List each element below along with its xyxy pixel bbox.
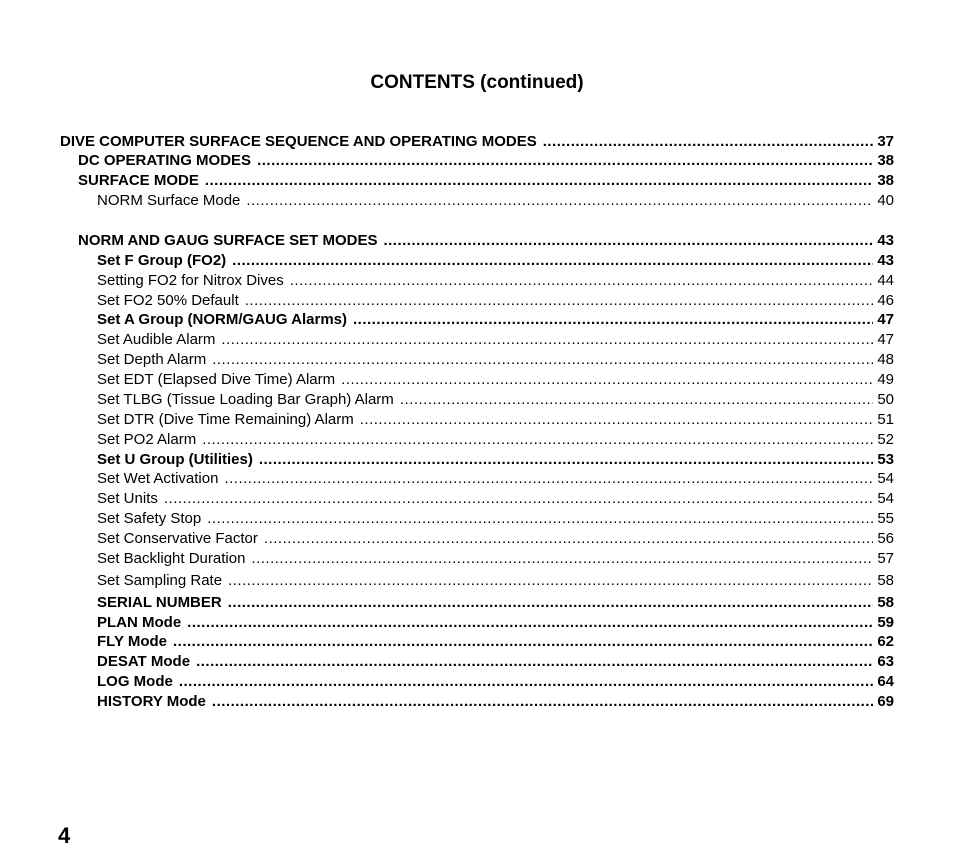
toc-entry-page: 57: [877, 550, 894, 567]
toc-leader-dots: [341, 370, 873, 390]
toc-leader-dots: [173, 632, 873, 652]
page-title: CONTENTS (continued): [370, 72, 584, 93]
toc-entry-label: Set Depth Alarm: [97, 351, 207, 368]
toc-entry[interactable]: [97, 310, 894, 330]
toc-entry-label: DESAT Mode: [97, 653, 191, 670]
toc-entry-page: 63: [877, 653, 894, 670]
toc-entry-label: Set PO2 Alarm: [97, 431, 197, 448]
toc-entry-page: 43: [877, 232, 894, 249]
toc-leader-dots: [245, 291, 874, 311]
toc-leader-dots: [202, 430, 873, 450]
toc-leader-dots: [228, 571, 873, 591]
toc-entry[interactable]: [97, 330, 894, 350]
toc-entry-page: 47: [877, 331, 894, 348]
toc-leader-dots: [221, 330, 873, 350]
toc-leader-dots: [164, 489, 873, 509]
toc-leader-dots: [290, 271, 874, 291]
toc-entry[interactable]: [60, 132, 894, 152]
toc-entry[interactable]: [97, 469, 894, 489]
toc-leader-dots: [212, 350, 873, 370]
toc-entry[interactable]: [97, 632, 894, 652]
toc-entry-page: 69: [877, 693, 894, 710]
toc-entry-label: Set Safety Stop: [97, 510, 202, 527]
toc-entry-label: Set Wet Activation: [97, 470, 219, 487]
toc-entry[interactable]: [97, 571, 894, 591]
toc-leader-dots: [360, 410, 874, 430]
toc-entry-label: Set DTR (Dive Time Remaining) Alarm: [97, 411, 354, 428]
toc-entry[interactable]: [97, 370, 894, 390]
toc-entry-page: 55: [877, 510, 894, 527]
toc-entry-label: Setting FO2 for Nitrox Dives: [97, 272, 284, 289]
toc-entry[interactable]: [97, 613, 894, 633]
toc-entry[interactable]: [78, 231, 894, 251]
toc-leader-dots: [257, 151, 873, 171]
toc-leader-dots: [205, 171, 873, 191]
toc-entry-label: Set A Group (NORM/GAUG Alarms): [97, 311, 348, 328]
toc-entry[interactable]: [97, 390, 894, 410]
toc-entry[interactable]: [97, 652, 894, 672]
toc-entry-page: 50: [877, 391, 894, 408]
toc-leader-dots: [212, 692, 873, 712]
toc-entry-label: SERIAL NUMBER: [97, 594, 222, 611]
toc-entry-page: 62: [877, 633, 894, 650]
toc-entry-label: LOG Mode: [97, 673, 173, 690]
toc-entry[interactable]: [97, 450, 894, 470]
toc-entry-label: SURFACE MODE: [78, 172, 199, 189]
toc-entry[interactable]: [97, 509, 894, 529]
toc-entry-page: 46: [877, 292, 894, 309]
toc-leader-dots: [543, 132, 874, 152]
toc-entry-label: DC OPERATING MODES: [78, 152, 252, 169]
toc-entry[interactable]: [78, 151, 894, 171]
toc-entry-page: 54: [877, 490, 894, 507]
toc-leader-dots: [196, 652, 873, 672]
toc-entry-label: FLY Mode: [97, 633, 168, 650]
toc-entry-label: Set F Group (FO2): [97, 252, 227, 269]
toc-entry-page: 53: [877, 451, 894, 468]
toc-entry-label: Set Units: [97, 490, 158, 507]
toc-entry-page: 54: [877, 470, 894, 487]
toc-entry[interactable]: [97, 549, 894, 569]
toc-entry[interactable]: [97, 430, 894, 450]
toc-entry[interactable]: [97, 291, 894, 311]
toc-entry[interactable]: [97, 271, 894, 291]
toc-leader-dots: [400, 390, 874, 410]
toc-entry[interactable]: [78, 171, 894, 191]
toc-entry[interactable]: [97, 593, 894, 613]
toc-leader-dots: [353, 310, 873, 330]
toc-entry-label: Set Backlight Duration: [97, 550, 246, 567]
toc-leader-dots: [224, 469, 873, 489]
toc-entry[interactable]: [97, 672, 894, 692]
toc-leader-dots: [251, 549, 873, 569]
toc-leader-dots: [228, 593, 874, 613]
toc-leader-dots: [383, 231, 873, 251]
toc-entry-page: 40: [877, 192, 894, 209]
toc-entry-label: Set TLBG (Tissue Loading Bar Graph) Alarm: [97, 391, 394, 408]
toc-entry-label: Set EDT (Elapsed Dive Time) Alarm: [97, 371, 336, 388]
toc-entry-label: NORM AND GAUG SURFACE SET MODES: [78, 232, 378, 249]
toc-entry-page: 43: [877, 252, 894, 269]
toc-entry[interactable]: [97, 529, 894, 549]
toc-entry-page: 51: [877, 411, 894, 428]
toc-leader-dots: [232, 251, 873, 271]
toc-entry-page: 59: [877, 614, 894, 631]
toc-entry-page: 49: [877, 371, 894, 388]
toc-leader-dots: [264, 529, 873, 549]
toc-entry[interactable]: [97, 251, 894, 271]
toc-leader-dots: [246, 191, 873, 211]
toc-entry-label: Set Sampling Rate: [97, 572, 223, 589]
toc-entry-page: 48: [877, 351, 894, 368]
toc-entry[interactable]: [97, 191, 894, 211]
toc-entry-page: 58: [877, 594, 894, 611]
toc-entry-page: 47: [877, 311, 894, 328]
toc-entry[interactable]: [97, 350, 894, 370]
toc-entry-label: Set FO2 50% Default: [97, 292, 239, 309]
toc-leader-dots: [179, 672, 873, 692]
toc-leader-dots: [259, 450, 873, 470]
toc-leader-dots: [187, 613, 873, 633]
page-number: 4: [58, 823, 71, 848]
toc-entry[interactable]: [97, 692, 894, 712]
toc-entry-page: 38: [877, 152, 894, 169]
toc-entry-label: HISTORY Mode: [97, 693, 206, 710]
toc-entry-page: 52: [877, 431, 894, 448]
toc-entry-page: 44: [877, 272, 894, 289]
toc-entry-page: 38: [877, 172, 894, 189]
toc-entry-label: PLAN Mode: [97, 614, 182, 631]
toc-entry-label: DIVE COMPUTER SURFACE SEQUENCE AND OPERATING MODES: [60, 133, 537, 150]
toc-entry-page: 37: [877, 133, 894, 150]
toc-entry-label: Set Audible Alarm: [97, 331, 216, 348]
toc-entry[interactable]: [97, 489, 894, 509]
toc-entry-page: 64: [877, 673, 894, 690]
toc-entry-label: Set U Group (Utilities): [97, 451, 253, 468]
toc-entry[interactable]: [97, 410, 894, 430]
toc-leader-dots: [207, 509, 873, 529]
toc-entry-page: 58: [877, 572, 894, 589]
toc-entry-label: NORM Surface Mode: [97, 192, 241, 209]
toc-entry-page: 56: [877, 530, 894, 547]
toc-entry-label: Set Conservative Factor: [97, 530, 258, 547]
